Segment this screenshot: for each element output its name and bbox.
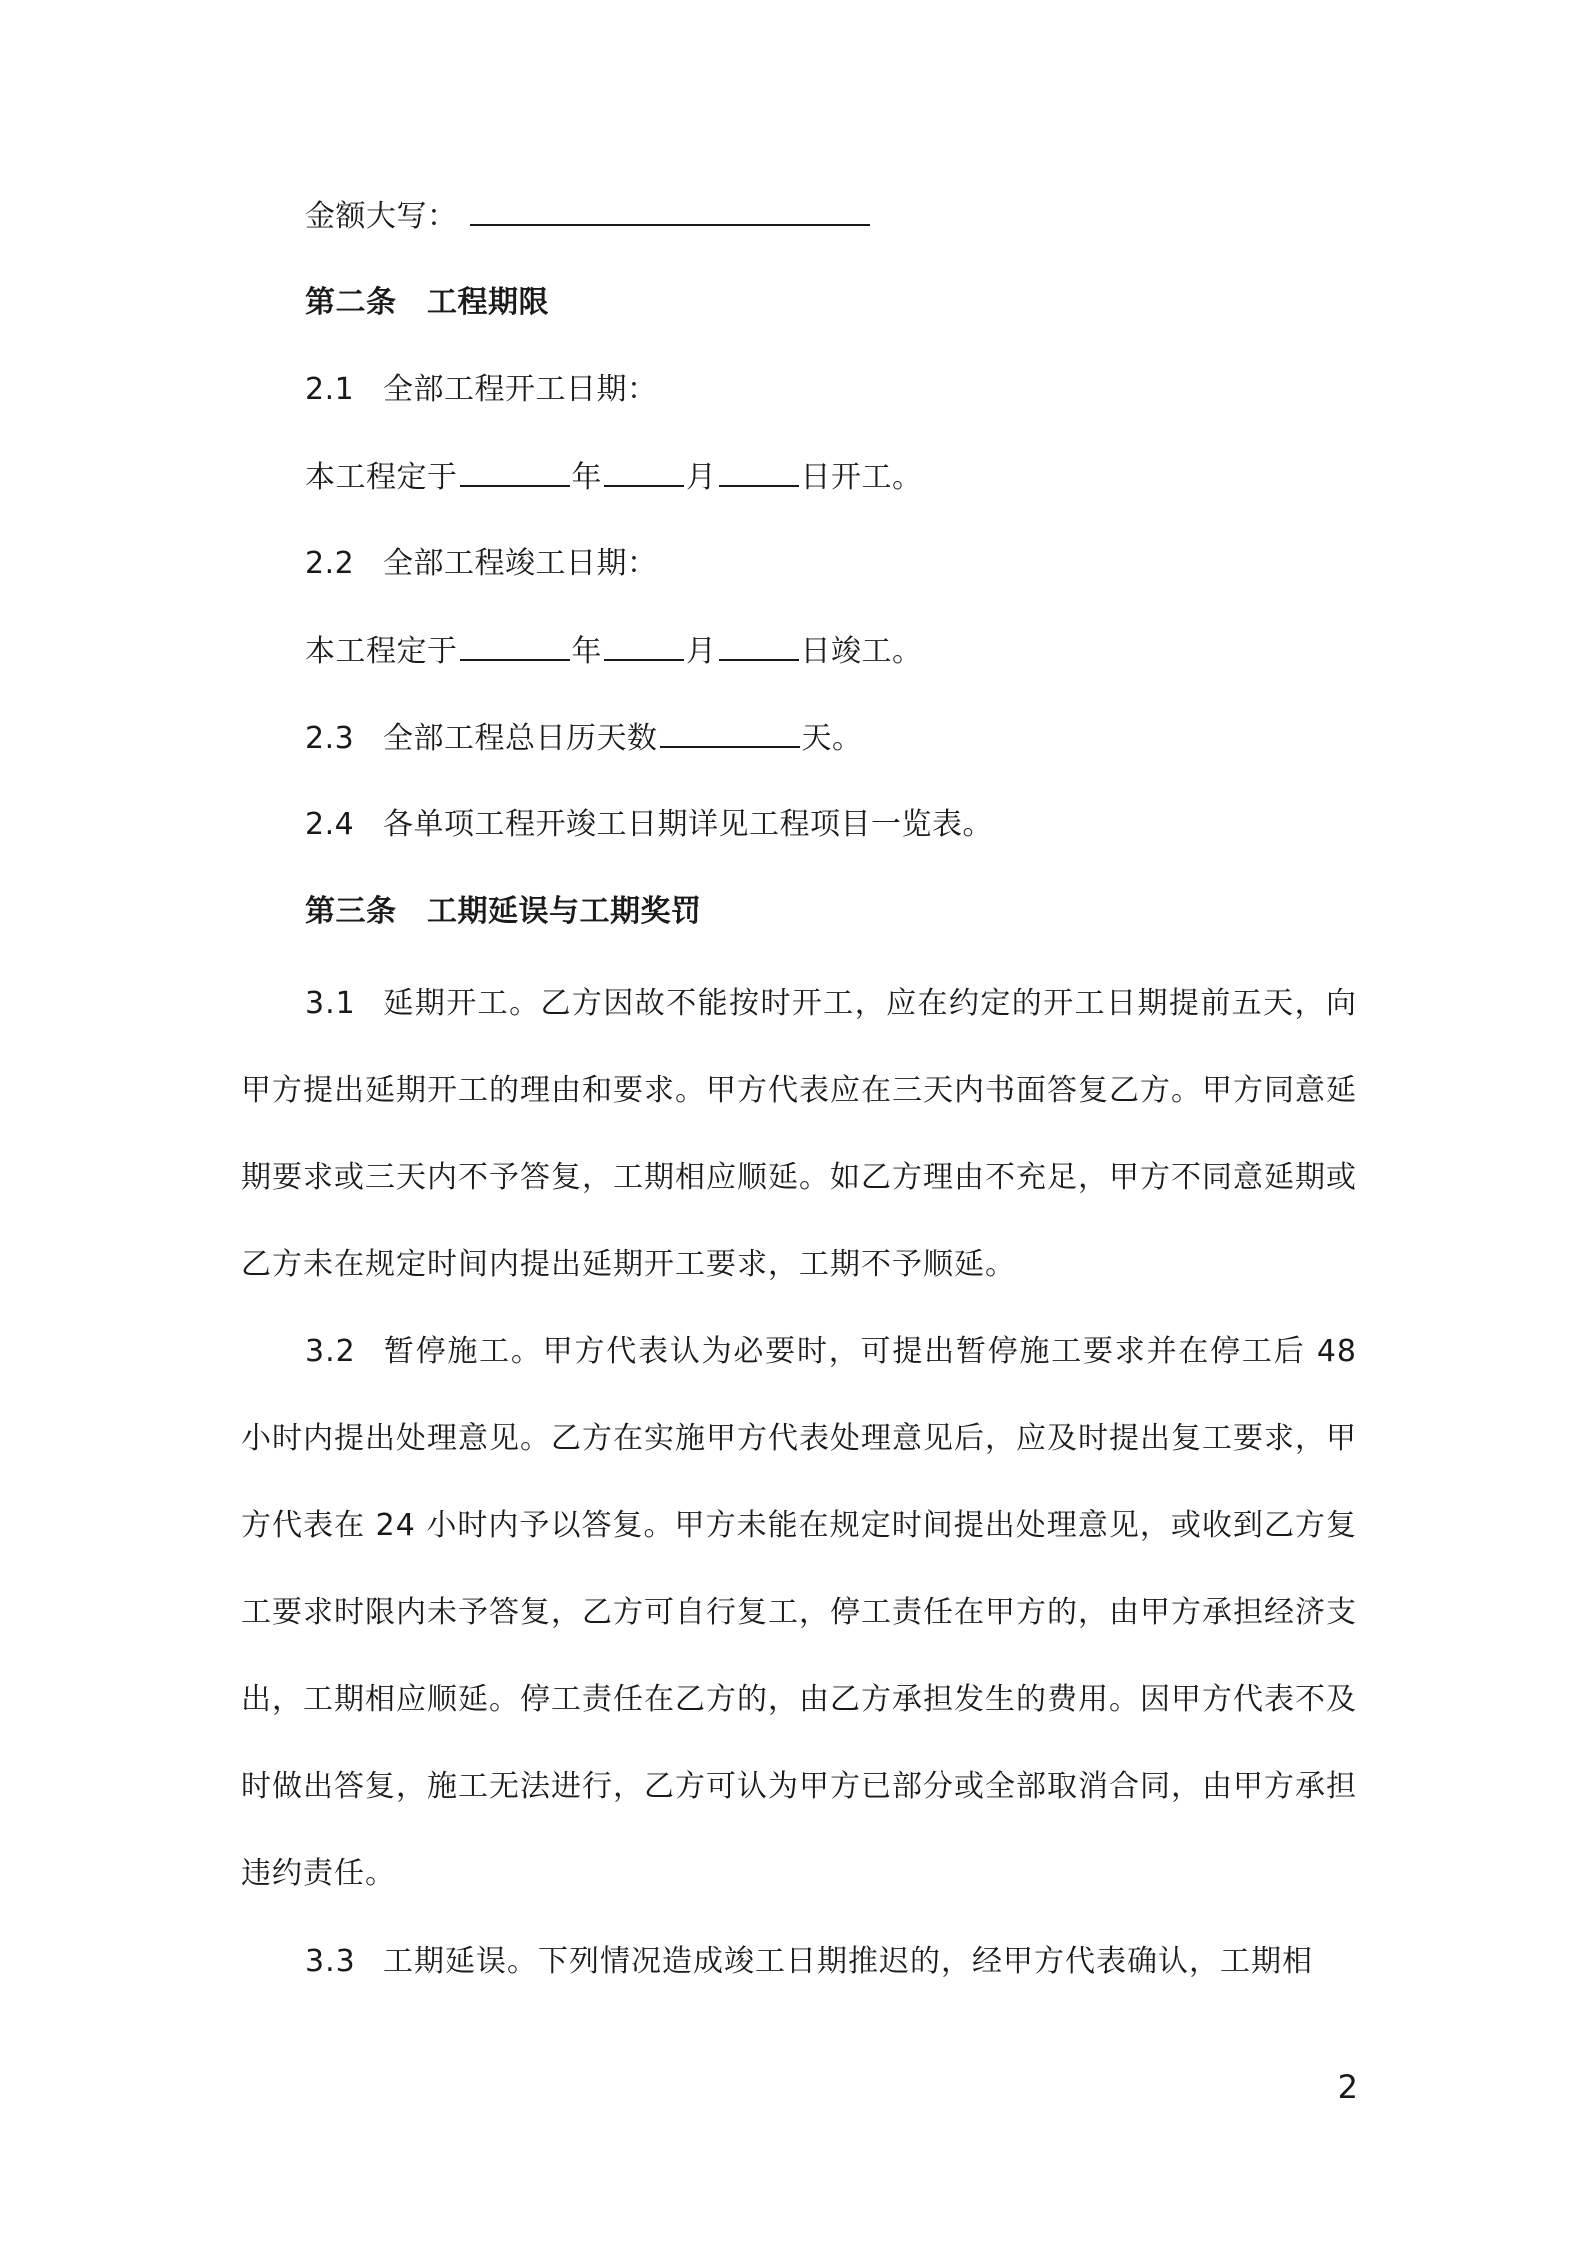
end-year-blank	[460, 625, 570, 661]
section-2-1	[305, 364, 658, 416]
start-date-line	[305, 451, 923, 503]
end-month-blank	[604, 625, 684, 661]
section-suffix: 天。	[801, 721, 863, 756]
article3-title: 第三条 工期延误与工期奖罚	[305, 894, 702, 929]
section-text: 全部工程竣工日期：	[383, 546, 658, 581]
page-number: 2	[1337, 2068, 1358, 2106]
amount-blank	[470, 190, 870, 226]
section-text: 全部工程开工日期：	[383, 372, 658, 407]
section-2-2	[305, 538, 658, 590]
section-number: 2.3	[305, 721, 355, 756]
section-text: 各单项工程开竣工日期详见工程项目一览表。	[383, 807, 993, 842]
section-3-2	[241, 1308, 1357, 1917]
end-date-line	[305, 625, 923, 677]
section-number: 2.1	[305, 372, 355, 407]
start-day-suffix: 日开工。	[800, 460, 923, 495]
end-day-blank	[719, 625, 799, 661]
section-number: 3.1	[305, 986, 356, 1021]
end-day-suffix: 日竣工。	[800, 634, 923, 669]
section-number: 3.2	[305, 1334, 356, 1369]
start-day-blank	[719, 451, 799, 487]
end-prefix: 本工程定于	[305, 634, 458, 669]
section-number: 2.4	[305, 807, 355, 842]
amount-label: 金额大写：	[305, 199, 458, 234]
total-days-blank	[660, 712, 800, 748]
section-2-3	[305, 712, 863, 764]
end-year-label: 年	[571, 634, 602, 669]
amount-line	[305, 190, 872, 242]
section-number: 3.3	[305, 1944, 356, 1979]
section-prefix: 全部工程总日历天数	[383, 721, 658, 756]
section-text: 工期延误。下列情况造成竣工日期推迟的，经甲方代表确认，工期相	[383, 1944, 1313, 1979]
section-text: 延期开工。乙方因故不能按时开工，应在约定的开工日期提前五天，向甲方提出延期开工的理由和要求。甲方代表应在三天内书面答复乙方。甲方同意延期要求或三天内不予答复，工期相应顺延。如乙方理由不充足，甲方不同意延期或乙方未在规定时间内提出延期开工要求，工期不予顺延。	[241, 986, 1357, 1282]
start-year-label: 年	[571, 460, 602, 495]
start-month-label: 月	[686, 460, 717, 495]
start-prefix: 本工程定于	[305, 460, 458, 495]
section-text: 暂停施工。甲方代表认为必要时，可提出暂停施工要求并在停工后 48 小时内提出处理意见。乙方在实施甲方代表处理意见后，应及时提出复工要求，甲方代表在 24 小时内予以答复。甲方未能在规定时间提出处理意见，或收到乙方复工要求时限内未予答复，乙方可自行复工，停工责任在甲方的，由甲方承担经济支出，工期相应顺延。停工责任在乙方的，由乙方承担发生的费用。因甲方代表不及时做出答复，施工无法进行，乙方可认为甲方已部分或全部取消合同，由甲方承担违约责任。	[241, 1334, 1357, 1891]
start-month-blank	[604, 451, 684, 487]
article2-title: 第二条 工程期限	[305, 285, 549, 320]
section-3-3	[241, 1918, 1357, 2005]
section-number: 2.2	[305, 546, 355, 581]
section-3-1	[241, 960, 1357, 1308]
section-2-4	[305, 799, 993, 851]
end-month-label: 月	[686, 634, 717, 669]
start-year-blank	[460, 451, 570, 487]
